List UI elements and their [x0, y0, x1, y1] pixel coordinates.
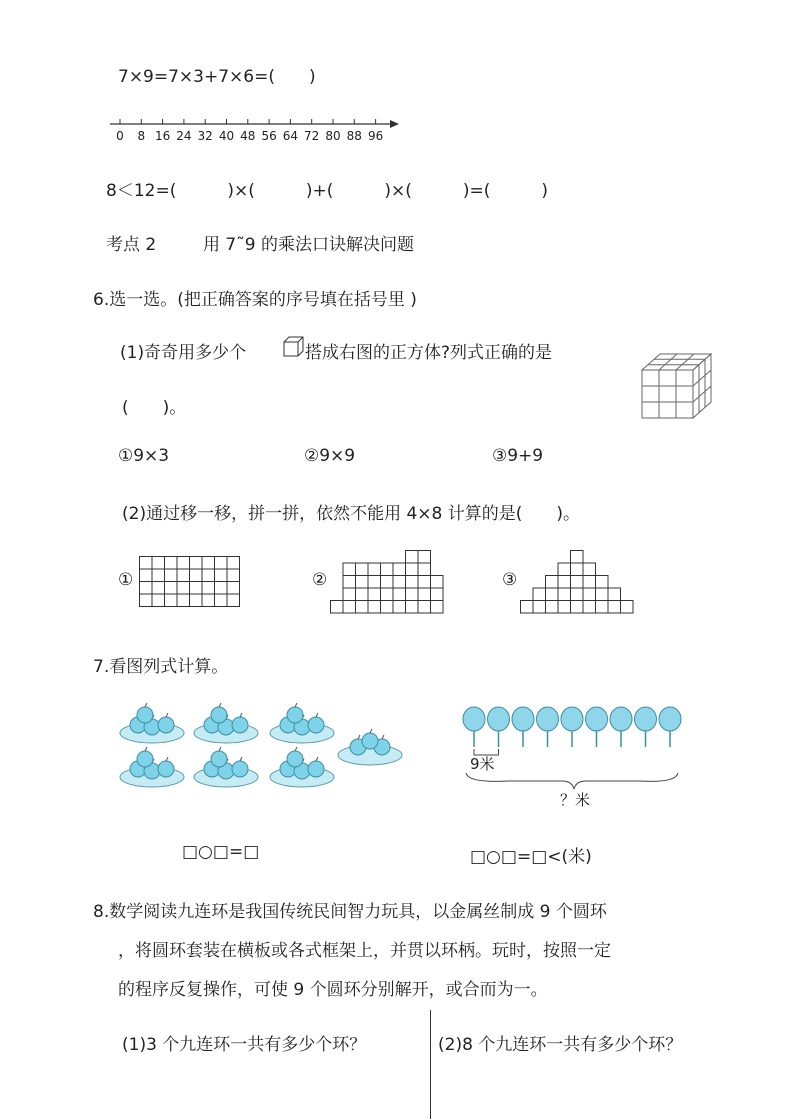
- grid-cell: [165, 582, 178, 595]
- tree-icon: [463, 707, 485, 747]
- grid-cell: [381, 563, 394, 576]
- grid-cell: [356, 588, 369, 601]
- number-line-tick-label: 8: [137, 129, 146, 143]
- grid-cell: [202, 594, 215, 607]
- grid-cell: [165, 569, 178, 582]
- number-line-tick-label: 88: [346, 129, 362, 143]
- tree-icon: [488, 707, 510, 747]
- grid-cell: [215, 557, 228, 570]
- apple-plate: [270, 747, 334, 787]
- grid-cell: [596, 588, 609, 601]
- grid-cell: [418, 601, 431, 614]
- grid-cell: [546, 588, 559, 601]
- apple-icon: [287, 751, 303, 767]
- grid-cell: [140, 569, 153, 582]
- q7-title: 7.看图列式计算。: [93, 657, 229, 677]
- grid-cell: [431, 601, 444, 614]
- grid-cell: [393, 588, 406, 601]
- grid-cell: [558, 576, 571, 589]
- apple-plates-figure: [118, 703, 418, 793]
- grid-cell: [215, 582, 228, 595]
- q8-sub1: (1)3 个九连环一共有多少个环？: [122, 1035, 367, 1055]
- apple-icon: [308, 761, 324, 777]
- q8-sub2: (2)8 个九连环一共有多少个环？: [438, 1035, 683, 1055]
- number-line-tick-label: 96: [367, 129, 384, 143]
- number-line-tick-label: 72: [304, 129, 320, 143]
- cube-figure: [642, 352, 722, 422]
- tree-icon: [512, 707, 534, 747]
- grid-cell: [177, 569, 190, 582]
- grid-cell: [596, 601, 609, 614]
- tree-total-label: ？米: [560, 791, 591, 809]
- option-3: ③9+9: [492, 446, 544, 466]
- grid-cell: [140, 594, 153, 607]
- grid-cell: [356, 563, 369, 576]
- grid-cell: [583, 601, 596, 614]
- number-line-tick-label: 16: [154, 129, 171, 143]
- number-line-tick-label: 64: [282, 129, 299, 143]
- grid-cell: [227, 582, 240, 595]
- grid-cell: [406, 601, 419, 614]
- grid-cell: [558, 563, 571, 576]
- grid-cell: [140, 557, 153, 570]
- grid-cell: [165, 557, 178, 570]
- apple-icon: [232, 717, 248, 733]
- grid-cell: [343, 601, 356, 614]
- grid-cell: [202, 569, 215, 582]
- grid-cell: [215, 594, 228, 607]
- apple-icon: [287, 707, 303, 723]
- grid-cell: [152, 594, 165, 607]
- grid-figure-1: [139, 556, 249, 616]
- grid-cell: [368, 576, 381, 589]
- tree-icon: [586, 707, 608, 747]
- grid-cell: [190, 569, 203, 582]
- tree-icon: [610, 707, 632, 747]
- grid-cell: [596, 576, 609, 589]
- tree-icon: [537, 707, 559, 747]
- grid-cell: [406, 588, 419, 601]
- grid-cell: [406, 551, 419, 564]
- grid-cell: [571, 601, 584, 614]
- grid-cell: [418, 551, 431, 564]
- q8-line3: 的程序反复操作，可使 9 个圆环分别解开，或合而为一。: [118, 980, 548, 1000]
- number-line-tick-label: 80: [325, 129, 341, 143]
- apple-icon: [232, 761, 248, 777]
- grid-cell: [152, 582, 165, 595]
- equation-decompose: 7×9=7×3+7×6=( ): [118, 67, 316, 87]
- grid-cell: [546, 601, 559, 614]
- grid-cell: [571, 576, 584, 589]
- grid-cell: [215, 569, 228, 582]
- apple-icon: [211, 751, 227, 767]
- number-line-tick-label: 32: [197, 129, 213, 143]
- apple-plate: [270, 703, 334, 743]
- equation-blank: 8＜12=( )×( )+( )×( )=( ): [106, 181, 548, 201]
- grid-cell: [190, 582, 203, 595]
- grid-cell: [393, 563, 406, 576]
- grid-cell: [546, 576, 559, 589]
- apple-plate: [120, 703, 184, 743]
- apple-icon: [211, 707, 227, 723]
- grid-cell: [152, 569, 165, 582]
- tree-icon: [635, 707, 657, 747]
- grid-cell: [368, 588, 381, 601]
- grid-cell: [190, 594, 203, 607]
- kaodian-text: 用 7˜9 的乘法口诀解决问题: [203, 235, 414, 255]
- grid-cell: [177, 582, 190, 595]
- grid-cell: [418, 576, 431, 589]
- grid-cell: [621, 601, 634, 614]
- grid-cell: [571, 588, 584, 601]
- figure-label-2: ②: [312, 570, 328, 590]
- grid-cell: [418, 588, 431, 601]
- grid-cell: [202, 557, 215, 570]
- grid-cell: [177, 594, 190, 607]
- formula-right: □○□=□<(米): [470, 847, 592, 867]
- q8-line1: 8.数学阅读九连环是我国传统民间智力玩具，以金属丝制成 9 个圆环: [93, 902, 607, 922]
- grid-cell: [356, 601, 369, 614]
- figure-label-3: ③: [502, 570, 518, 590]
- grid-cell: [343, 588, 356, 601]
- number-line-tick-label: 56: [261, 129, 277, 143]
- grid-cell: [571, 551, 584, 564]
- total-brace: [466, 773, 678, 789]
- grid-cell: [381, 588, 394, 601]
- grid-cell: [533, 601, 546, 614]
- grid-cell: [381, 576, 394, 589]
- grid-cell: [558, 601, 571, 614]
- grid-cell: [190, 557, 203, 570]
- grid-cell: [521, 601, 534, 614]
- grid-cell: [165, 594, 178, 607]
- grid-cell: [406, 576, 419, 589]
- apple-plate: [194, 747, 258, 787]
- grid-cell: [177, 557, 190, 570]
- apple-icon: [137, 751, 153, 767]
- answer-divider: [430, 1010, 431, 1119]
- q6-part2: (2)通过移一移，拼一拼，依然不能用 4×8 计算的是( )。: [122, 504, 581, 524]
- apple-icon: [158, 761, 174, 777]
- q6-title: 6.选一选。(把正确答案的序号填在括号里 ): [93, 290, 417, 310]
- kaodian-label: 考点 2: [106, 235, 157, 255]
- q6-part1-blank: ( )。: [122, 398, 187, 418]
- apple-icon: [137, 707, 153, 723]
- grid-cell: [331, 601, 344, 614]
- grid-figure-3: [520, 550, 640, 620]
- grid-cell: [368, 563, 381, 576]
- grid-cell: [406, 563, 419, 576]
- grid-cell: [393, 576, 406, 589]
- grid-cell: [608, 601, 621, 614]
- grid-cell: [393, 601, 406, 614]
- grid-cell: [583, 576, 596, 589]
- grid-cell: [431, 576, 444, 589]
- tree-icon: [659, 707, 681, 747]
- tree-icon: [561, 707, 583, 747]
- apple-plate: [338, 729, 402, 765]
- grid-cell: [431, 588, 444, 601]
- option-1: ①9×3: [118, 446, 170, 466]
- grid-cell: [608, 588, 621, 601]
- grid-cell: [571, 563, 584, 576]
- grid-cell: [227, 569, 240, 582]
- number-line-tick-label: 40: [218, 129, 235, 143]
- grid-cell: [343, 576, 356, 589]
- grid-cell: [583, 563, 596, 576]
- grid-cell: [227, 594, 240, 607]
- grid-cell: [356, 576, 369, 589]
- number-line-tick-label: 24: [176, 129, 192, 143]
- grid-cell: [202, 582, 215, 595]
- grid-cell: [152, 557, 165, 570]
- grid-figure-2: [330, 550, 440, 620]
- grid-cell: [381, 601, 394, 614]
- apple-icon: [308, 717, 324, 733]
- apple-icon: [158, 717, 174, 733]
- number-line-tick-label: 0: [116, 129, 124, 143]
- grid-cell: [418, 563, 431, 576]
- grid-cell: [227, 557, 240, 570]
- grid-cell: [368, 601, 381, 614]
- q6-part1-before: (1)奇奇用多少个: [120, 343, 247, 363]
- q6-part1-after: 搭成右图的正方体?列式正确的是: [305, 343, 553, 363]
- grid-cell: [533, 588, 546, 601]
- option-2: ②9×9: [304, 446, 356, 466]
- small-cube-icon: [283, 336, 305, 358]
- formula-left: □○□=□: [182, 842, 260, 862]
- number-line: [110, 112, 400, 152]
- grid-cell: [140, 582, 153, 595]
- apple-plate: [120, 747, 184, 787]
- apple-icon: [362, 733, 378, 749]
- figure-label-1: ①: [118, 570, 134, 590]
- tree-gap-label: 9米: [470, 755, 495, 773]
- apple-plate: [194, 703, 258, 743]
- grid-cell: [583, 588, 596, 601]
- grid-cell: [558, 588, 571, 601]
- q8-line2: ，将圆环套装在横板或各式框架上，并贯以环柄。玩时，按照一定: [118, 941, 611, 961]
- grid-cell: [343, 563, 356, 576]
- number-line-tick-label: 48: [240, 129, 256, 143]
